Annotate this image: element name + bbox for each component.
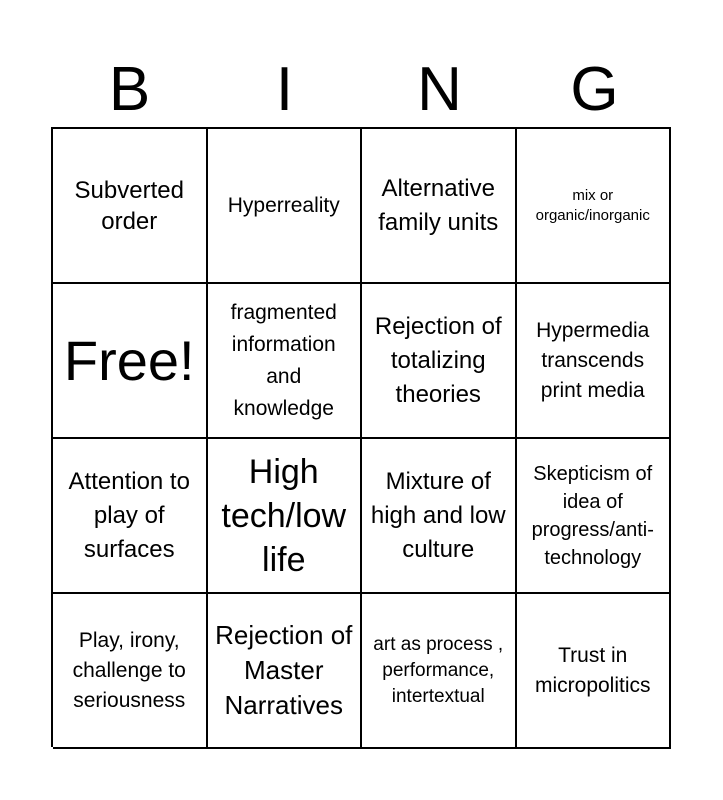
bingo-cell[interactable] (517, 439, 672, 594)
bingo-cell[interactable] (517, 284, 672, 439)
bingo-cell[interactable] (362, 284, 517, 439)
bingo-cell[interactable] (517, 594, 672, 749)
free-space-text: Free! (63, 328, 195, 392)
bingo-cell-text: Trust in micropolitics (534, 643, 651, 697)
header-letter-b: B (108, 55, 151, 124)
bingo-cell-text: mix or organic/inorganic (535, 186, 650, 224)
bingo-cell[interactable] (362, 594, 517, 749)
header-letter-g: G (570, 55, 619, 124)
bingo-cell[interactable] (362, 129, 517, 284)
bingo-cell-text: Hypermedia transcends print media (536, 318, 650, 402)
bingo-cell[interactable] (208, 594, 363, 749)
bingo-cell[interactable] (362, 439, 517, 594)
bingo-cell-text: Alternative family units (378, 174, 499, 236)
bingo-cell[interactable] (517, 129, 672, 284)
bingo-cell[interactable] (53, 439, 208, 594)
bingo-cell-text: Rejection of Master Narratives (215, 620, 353, 720)
bingo-cell[interactable] (208, 284, 363, 439)
bingo-cell-text: Play, irony, challenge to seriousness (72, 628, 186, 712)
bingo-cell[interactable] (53, 594, 208, 749)
bingo-cell-text: Attention to play of surfaces (68, 467, 190, 563)
header-letter-i: I (275, 55, 294, 124)
bingo-header (52, 52, 672, 128)
bingo-cell-text: fragmented information and knowledge (230, 300, 337, 420)
bingo-cell[interactable] (208, 439, 363, 594)
bingo-cell[interactable] (53, 129, 208, 284)
bingo-cell-text: High tech/low life (221, 452, 347, 579)
bingo-cell-text: Mixture of high and low culture (370, 467, 506, 563)
bingo-cell-text: art as process , performance, intertextual (373, 633, 504, 707)
bingo-cell-text: Rejection of totalizing theories (374, 312, 502, 408)
free-space-cell[interactable] (53, 284, 208, 439)
bingo-cell[interactable] (208, 129, 363, 284)
bingo-cell-text: Subverted order (74, 176, 184, 235)
bingo-card-grid (51, 127, 671, 747)
bingo-cell-text: Hyperreality (227, 193, 340, 217)
bingo-cell-text: Skepticism of idea of progress/anti-technology (531, 462, 654, 569)
header-letter-n: N (417, 55, 462, 124)
